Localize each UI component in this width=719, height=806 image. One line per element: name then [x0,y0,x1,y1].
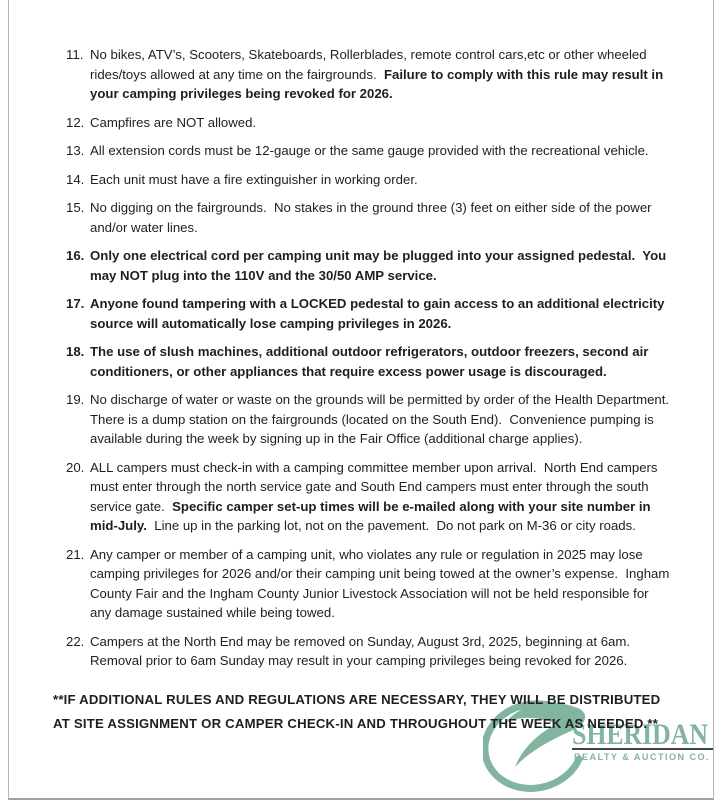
rule-item [66,198,671,237]
rule-item [66,342,671,381]
rule-number: 18. [66,344,85,359]
footer-line-1: **IF ADDITIONAL RULES AND REGULATIONS ARE NECESSARY, THEY WILL BE DISTRIBUTED [53,691,661,707]
footer-note [53,688,671,737]
rule-item [66,45,671,104]
footer-line-2: AT SITE ASSIGNMENT OR CAMPER CHECK-IN AND THROUGHOUT THE WEEK AS NEEDED.** [53,716,659,731]
logo-subtitle: REALTY & AUCTION CO. [574,752,710,763]
logo-title: SHERIDAN [572,718,709,751]
rule-text [90,246,671,285]
rule-item [66,632,671,671]
rule-number: 20. [66,459,85,475]
rule-text [90,170,671,190]
rule-number: 19. [66,392,85,407]
rule-text-segment: Line up in the parking lot, not on the pavement. Do not park on M-36 or city roads. [146,518,636,533]
rule-number: 15. [66,200,85,215]
rule-text [90,141,671,161]
page-content [9,0,713,737]
rule-number: 21. [66,546,85,562]
rule-text-segment: No bikes, ATV’s, Scooters, Skateboards, Rollerblades, remote control cars,etc or other wheeled rides/toys allowed at any time on the fairgrounds. [90,47,651,82]
rule-text [90,545,674,623]
rule-number: 13. [66,143,85,158]
rule-text-bold-segment: Failure to comply with this rule may result in your camping privileges being revoked for 2026. [90,66,667,101]
rule-text-segment: Each unit must have a fire extinguisher in working order. [90,171,418,187]
rule-text-segment: No discharge of water or waste on the grounds will be permitted by order of the Health Department. There is a dump station on the fairgrounds (located on the South End). Convenience pumping is available during the week by signing up in the Fair Office (additional charge applies). [90,392,677,446]
rule-number: 22. [66,633,85,649]
rule-item [66,246,671,285]
rule-text-segment: ALL campers must check-in with a camping committee member upon arrival. North End campers must enter through the north service gate and South End campers must enter through the south service gate. [90,459,662,514]
rule-item [66,458,671,536]
rule-number: 11. [66,47,84,62]
rule-item [66,141,671,161]
rule-text-segment: Campfires are NOT allowed. [90,114,257,130]
rule-text-bold-segment: Specific camper set-up times will be e-mailed along with your site number in mid-July. [90,498,655,533]
rule-text-bold-segment: Anyone found tampering with a LOCKED pedestal to gain access to an additional electricity source will automatically lose camping privileges in 2026. [90,296,669,331]
rule-text [90,342,671,381]
rule-text [90,113,671,133]
rule-item [66,294,671,333]
rule-item [66,545,674,623]
rule-text-bold-segment: The use of slush machines, additional outdoor refrigerators, outdoor freezers, second air conditioners, or other appliances that require excess power usage is discouraged. [90,344,653,379]
rule-text [90,45,671,104]
rule-text-segment: Campers at the North End may be removed on Sunday, August 3rd, 2025, beginning at 6am. Removal prior to 6am Sunday may result in your camping privileges being revoked for 2026. [90,633,638,668]
document-page [8,0,714,800]
rule-item [66,390,677,449]
rule-number: 14. [66,171,85,187]
rule-number: 17. [66,296,85,311]
rule-text [90,198,671,237]
rules-list [66,45,677,671]
rule-text-bold-segment: Only one electrical cord per camping unit may be plugged into your assigned pedestal. You may NOT plug into the 110V and the 30/50 AMP service. [90,248,670,283]
rule-text-segment: No digging on the fairgrounds. No stakes in the ground three (3) feet on either side of the power and/or water lines. [90,200,656,235]
rule-text [90,294,671,333]
rule-number: 16. [66,248,85,263]
rule-text [90,632,671,671]
rule-text [90,458,671,536]
rule-text [90,390,677,449]
rule-item [66,113,671,133]
rule-text-segment: Any camper or member of a camping unit, who violates any rule or regulation in 2025 may lose camping privileges for 2026 and/or their camping unit being towed at the owner’s expense. Ingham County Fair and the Ingham County Junior Livestock Association will not be held responsible for any damage sustained while being towed. [90,546,674,620]
rule-number: 12. [66,114,85,130]
rule-item [66,170,671,190]
rule-text-segment: All extension cords must be 12-gauge or the same gauge provided with the recreational vehicle. [90,143,649,158]
